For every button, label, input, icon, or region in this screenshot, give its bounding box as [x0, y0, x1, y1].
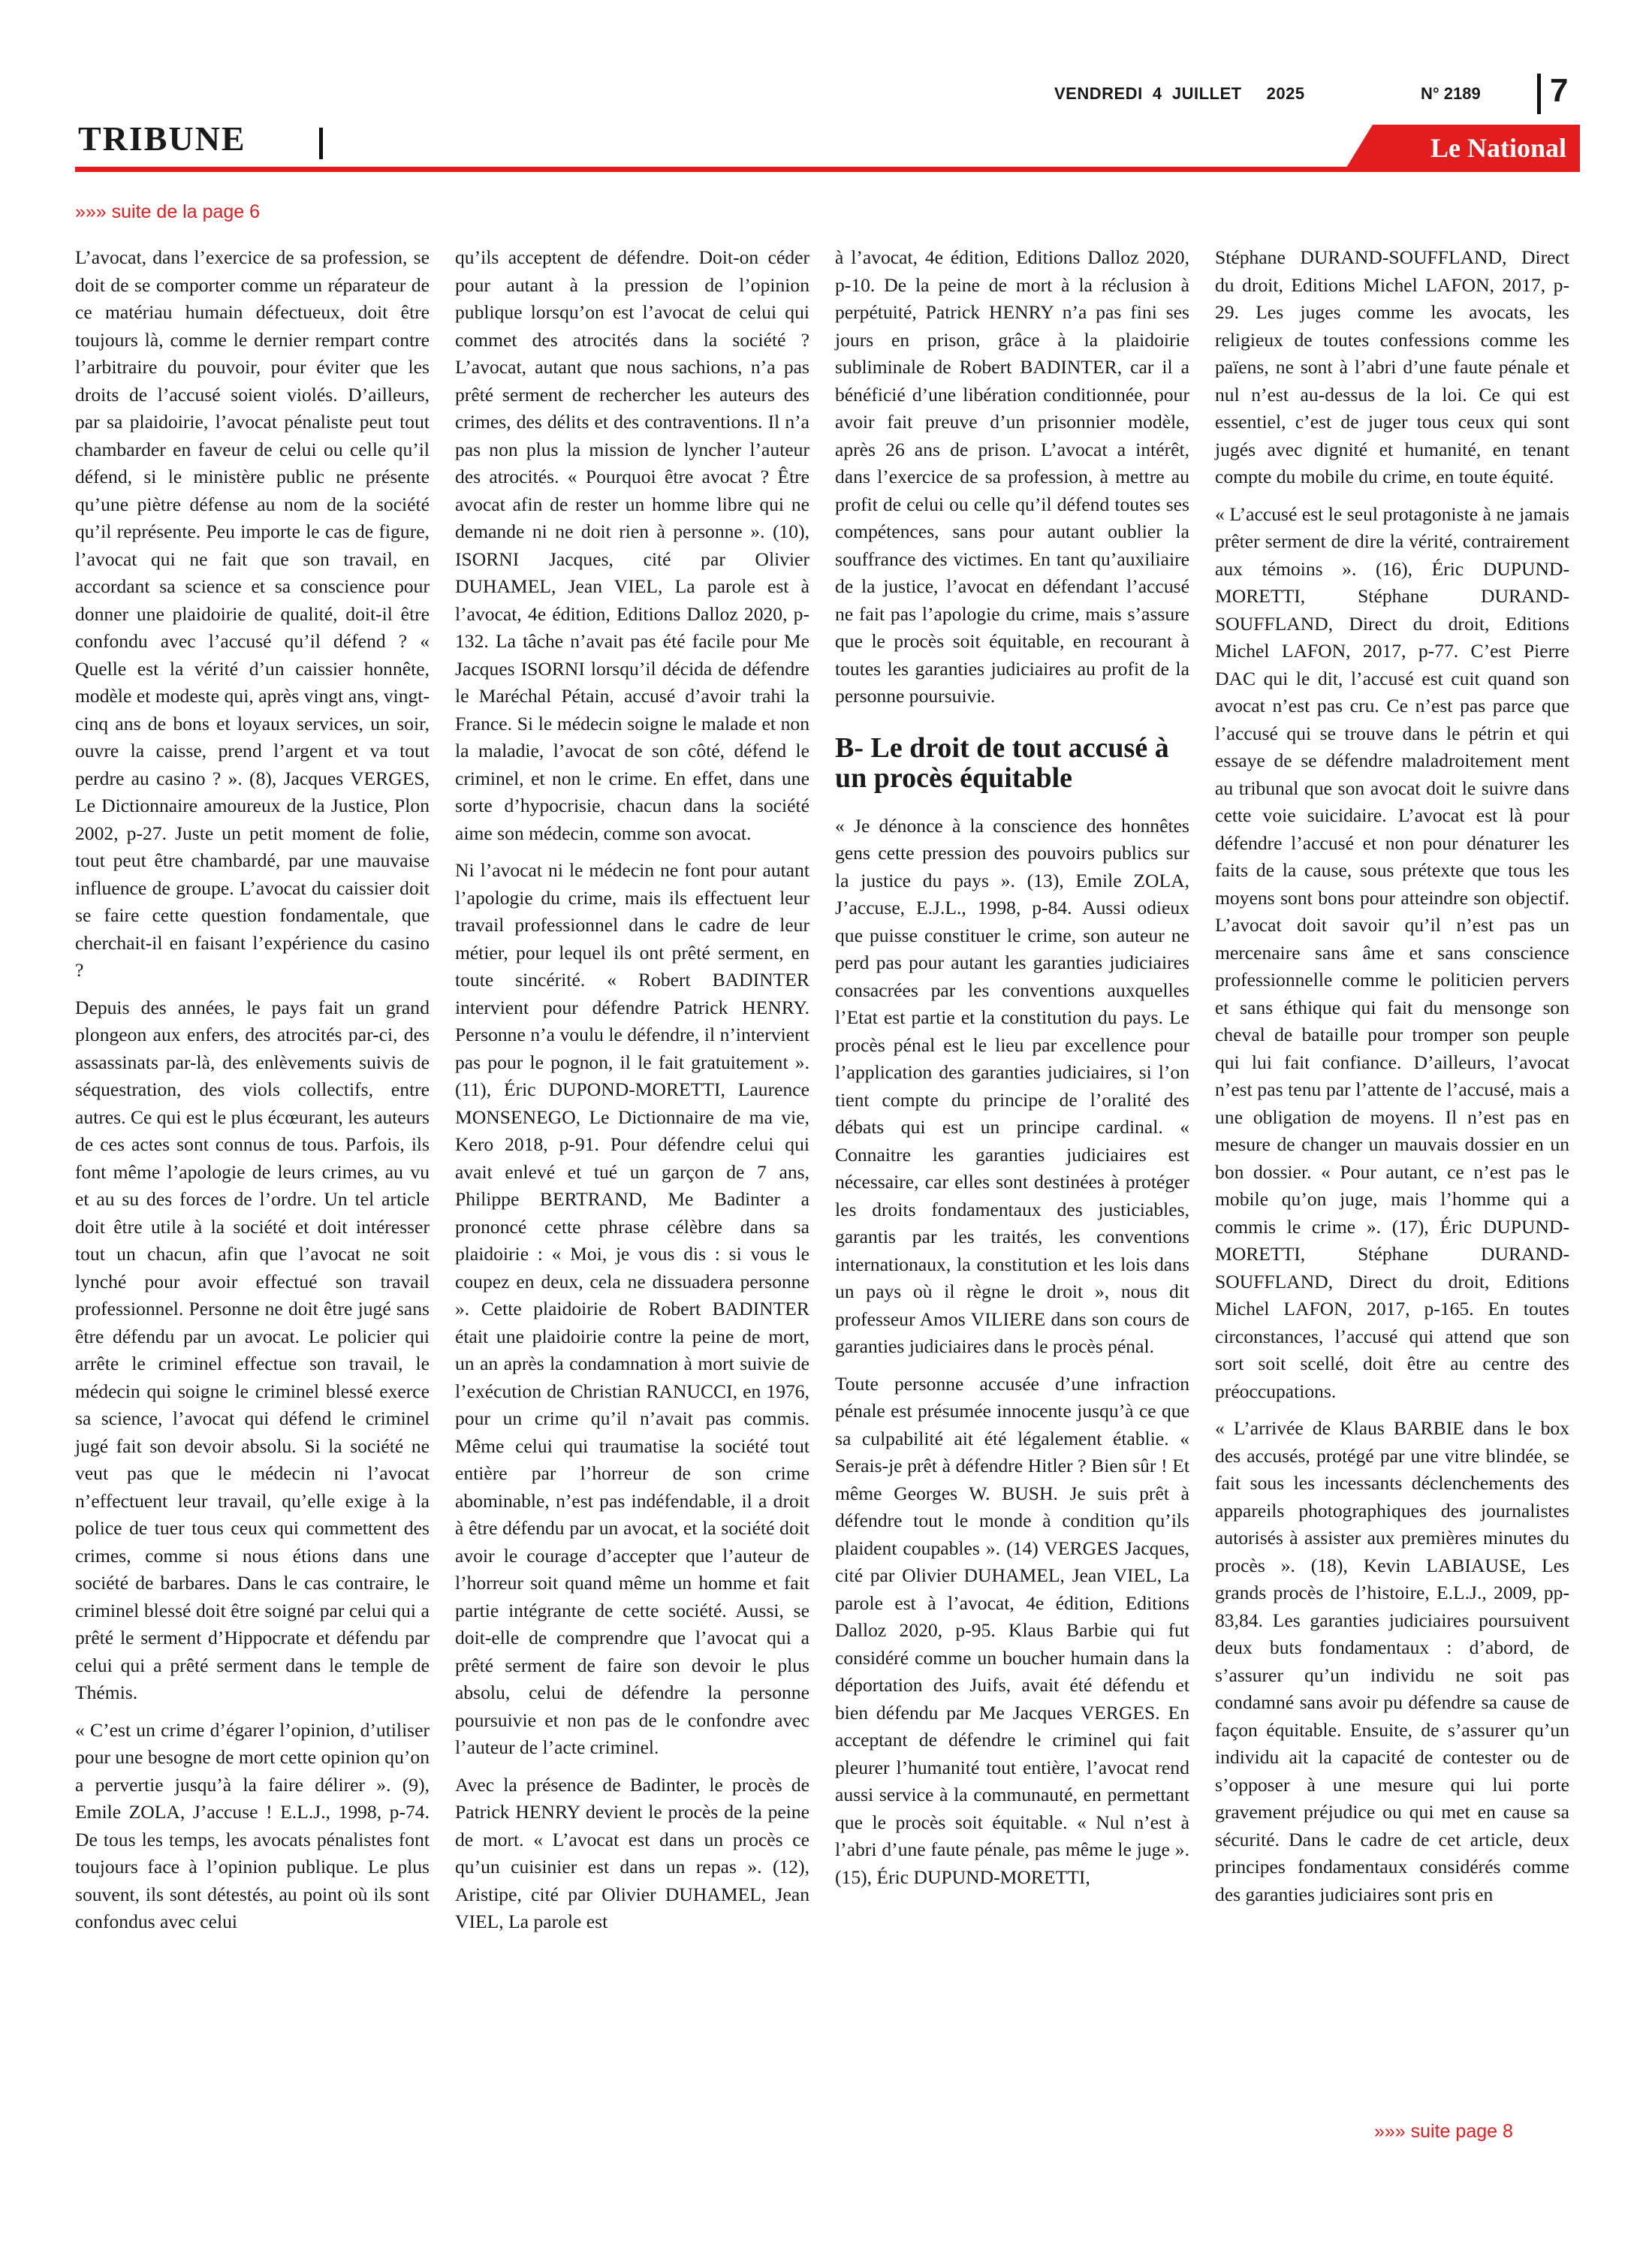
issue-number: N° 2189	[1421, 84, 1481, 103]
paragraph: Toute personne accusée d’une infraction pénale est présumée innocente jusqu’à ce que sa culpabilité ait été légalement établie. « Serais-je prêt à défendre Hitler ? Bien sûr ! Et même Georges W. BUSH. Je suis prêt à défendre tout le monde à condition qu’ils plaident coupables ». (14) VERGES Jacques, cité par Olivier DUHAMEL, Jean VIEL, La parole est à l’avocat, 4e édition, Editions Dalloz 2020, p-95. Klaus Barbie qui fut considéré comme un boucher humain dans la déportation des Juifs, avait été défendu et bien défendu par Me Jacques VERGES. En acceptant de défendre le criminel qui fait pleurer l’humanité tout entière, l’avocat rend aussi service à la communauté, en permettant que le procès soit équitable. « Nul n’est à l’abri d’une faute pénale, pas même le juge ». (15), Éric DUPUND-MORETTI,	[835, 1372, 1189, 1888]
continued-to-link[interactable]: »»» suite page 8	[1374, 2121, 1513, 2142]
paragraph: « L’arrivée de Klaus BARBIE dans le box des accusés, protégé par une vitre blindée, se fait sous les incessants déclenchements des appareils photographiques des journalistes autorisés à assister aux premières minutes du procès ». (18), Kevin LABIAUSE, Les grands procès de l’histoire, E.L.J., 2009, pp-83,84. Les garanties judiciaires poursuivent deux buts fondamentaux : d’abord, de s’assurer qu’un individu ne soit pas condamné sans avoir pu défendre sa cause de façon équitable. Ensuite, de s’assurer qu’un individu ait la capacité de contester ou de s’opposer à une mesure qui lui porte gravement préjudice ou qui met en cause sa sécurité. Dans le cadre de cet article, deux principes fondamentaux considérés comme des garanties judiciaires sont pris en	[1215, 1417, 1569, 1905]
paragraph: à l’avocat, 4e édition, Editions Dalloz 2020, p-10. De la peine de mort à la réclusion à perpétuité, Patrick HENRY n’a pas fini ses jours en prison, grâce à la plaidoirie subliminale de Robert BADINTER, car il a bénéficié d’une libération conditionnée, pour avoir fait preuve d’un prisonnier modèle, après 26 ans de prison. L’avocat a intérêt, dans l’exercice de sa profession, à mettre au profit de celui ou celle qu’il défend toutes ses compétences, sans pour autant oublier la souffrance des victimes. En tant qu’auxiliaire de la justice, l’avocat en défendant l’accusé ne fait pas l’apologie du crime, mais s’assure que le procès soit équitable, en recourant à toutes les garanties judiciaires au profit de la personne poursuivie.	[835, 246, 1189, 707]
paragraph: Stéphane DURAND-SOUFFLAND, Direct du droit, Editions Michel LAFON, 2017, p-29. Les juges comme les avocats, les religieux de toutes confessions comme les païens, ne sont à l’abri d’une faute pénale et nul n’est au-dessus de la loi. Ce qui est essentiel, c’est de juger tous ceux qui sont jugés avec dignité et humanité, en tenant compte du mobile du crime, en toute équité.	[1215, 246, 1569, 487]
paragraph: Depuis des années, le pays fait un grand plongeon aux enfers, des atrocités par-ci, des assassinats par-là, des enlèvements suivis de séquestration, des viols collectifs, entre autres. Ce qui est le plus écœurant, les auteurs de ces actes sont connus de tous. Parfois, ils font même l’apologie de leurs crimes, au vu et au su des forces de l’ordre. Un tel article doit être utile à la société et doit intéresser tout un chacun, afin que l’avocat ne soit lynché pour avoir effectué son travail professionnel. Personne ne doit être jugé sans être défendu par un avocat. Le policier qui arrête le criminel effectue son travail, le médecin qui soigne le criminel blessé exerce sa science, l’avocat qui défend le criminel jugé fait son devoir absolu. Si la société ne veut pas que le médecin ni l’avocat n’effectuent leur travail, qu’elle exige à la police de tuer tous ceux qui commettent des crimes, comme si nous étions dans une société de barbares. Dans le cas contraire, le criminel blessé doit être soigné par celui qui a prêté le serment d’Hippocrate et défendu par celui qui a prêté serment dans le temple de Thémis.	[75, 996, 430, 1703]
section-divider	[319, 128, 323, 159]
continued-from-link[interactable]: »»» suite de la page 6	[75, 201, 261, 222]
paragraph: qu’ils acceptent de défendre. Doit-on céder pour autant à la pression de l’opinion publique lorsqu’on est l’avocat de celui qui commet des atrocités dans la société ? L’avocat, autant que nous sachions, n’a pas prêté serment de rechercher les auteurs des crimes, des délits et des contraventions. Il n’a pas non plus la mission de lyncher l’auteur des atrocités. « Pourquoi être avocat ? Être avocat afin de rester un homme libre qui ne demande ni ne doit rien à personne ». (10), ISORNI Jacques, cité par Olivier DUHAMEL, Jean VIEL, La parole est à l’avocat, 4e édition, Editions Dalloz 2020, p-132. La tâche n’avait pas été facile pour Me Jacques ISORNI lorsqu’il décida de défendre le Maréchal Pétain, accusé d’avoir trahi la France. Si le médecin soigne le malade et non la maladie, l’avocat de son côté, défend le criminel, et non le crime. En effet, dans une sorte d’hypocrisie, chacun dans la société aime son médecin, comme son avocat.	[455, 246, 809, 844]
header-divider	[1537, 74, 1541, 114]
article-column-1	[75, 244, 430, 1946]
page-number: 7	[1550, 72, 1569, 109]
paragraph: « Je dénonce à la conscience des honnêtes gens cette pression des pouvoirs publics sur la justice du pays ». (13), Emile ZOLA, J’accuse, E.J.L., 1998, p-84. Aussi odieux que puisse constituer le crime, son auteur ne perd pas pour autant les garanties judiciaires consacrées par les conventions auxquelles l’Etat est partie et la constitution du pays. Le procès pénal est le lieu par excellence pour l’application des garanties judiciaires, si l’on tient compte du principe de l’oralité des débats qui est un principe cardinal. « Connaitre les garanties judiciaires est nécessaire, car elles sont destinées à protéger les droits fondamentaux des justiciables, garantis par les traités, les conventions internationaux, la constitution et les lois dans un pays où il règne le droit », nous dit professeur Amos VILIERE dans son cours de garanties judiciaires dans le procès pénal.	[835, 814, 1189, 1357]
subheading: B- Le droit de tout accusé à un procès équitable	[835, 731, 1169, 794]
paragraph: L’avocat, dans l’exercice de sa profession, se doit de se comporter comme un réparateur de ce matériau humain défectueux, doit être toujours là, comme le dernier rempart contre l’arbitraire du pouvoir, pour éviter que les droits de l’accusé soient violés. D’ailleurs, par sa plaidoirie, l’avocat pénaliste peut tout chambarder en faveur de celui ou celle qu’il défend, si le ministère public ne présente qu’une piètre défense au nom de la société qu’il représente. Peu importe le cas de figure, l’avocat qui ne fait que son travail, en accordant sa science et sa conscience pour donner une plaidoirie de qualité, doit-il être confondu avec l’accusé qu’il défend ? « Quelle est la vérité d’un caissier honnête, modèle et modeste qui, après vingt ans, vingt-cinq ans de bons et loyaux services, un soir, ouvre la caisse, prend l’argent et va tout perdre au casino ? ». (8), Jacques VERGES, Le Dictionnaire amoureux de la Justice, Plon 2002, p-27. Juste un petit moment de folie, tout peut être chambardé, par une mauvaise influence de groupe. L’avocat du caissier doit se faire cette question fondamentale, que cherchait-il en faisant l’expérience du casino ?	[75, 246, 430, 981]
paragraph: « L’accusé est le seul protagoniste à ne jamais prêter serment de dire la vérité, contrairement aux témoins ». (16), Éric DUPUND-MORETTI, Stéphane DURAND-SOUFFLAND, Direct du droit, Editions Michel LAFON, 2017, p-77. C’est Pierre DAC qui le dit, l’accusé est cuit quand son avocat n’est pas cru. Ce n’est pas parce que l’accusé qui se trouve dans le pétrin et qui essaye de se défendre maladroitement ment au tribunal que son avocat doit le suivre dans cette voie suicidaire. L’avocat est là pour défendre l’accusé et non pour dénaturer les faits de la cause, sous prétexte que tous les moyens sont bons pour atteindre son objectif. L’avocat doit savoir qu’il n’est pas un mercenaire sans âme et sans conscience professionnelle comme le politicien pervers et sans éthique qui fait du mensonge son cheval de bataille pour tromper son peuple qui lui fait confiance. D’ailleurs, l’avocat n’est pas tenu par l’attente de l’accusé, mais a une obligation de moyens. Il n’est pas en mesure de changer un mauvais dossier en un bon dossier. « Pour autant, ce n’est pas le mobile qu’on juge, mais l’homme qui a commis le crime ». (17), Éric DUPUND-MORETTI, Stéphane DURAND-SOUFFLAND, Direct du droit, Editions Michel LAFON, 2017, p-165. En toutes circonstances, l’accusé qui attend que son sort soit scellé, doit être au centre des préoccupations.	[1215, 502, 1569, 1402]
article-column-2	[455, 244, 809, 1946]
paragraph: Avec la présence de Badinter, le procès de Patrick HENRY devient le procès de la peine de mort. « L’avocat est dans un procès ce qu’un cuisinier est dans un repas ». (12), Aristipe, cité par Olivier DUHAMEL, Jean VIEL, La parole est	[455, 1773, 809, 1932]
section-title: TRIBUNE	[78, 119, 246, 158]
issue-date: VENDREDI 4 JUILLET 2025	[1054, 84, 1305, 103]
article-column-4	[1215, 244, 1569, 1918]
paragraph: Ni l’avocat ni le médecin ne font pour autant l’apologie du crime, mais ils effectuent leur travail professionnel dans le cadre de leur métier, pour lequel ils ont prêté serment, en toute sincérité. « Robert BADINTER intervient pour défendre Patrick HENRY. Personne n’a voulu le défendre, il n’intervient pas pour le pognon, il le fait gratuitement ». (11), Éric DUPOND-MORETTI, Laurence MONSENEGO, Le Dictionnaire de ma vie, Kero 2018, p-91. Pour défendre celui qui avait enlevé et tué un garçon de 7 ans, Philippe BERTRAND, Me Badinter a prononcé cette phrase célèbre dans sa plaidoirie : « Moi, je vous dis : si vous le coupez en deux, cela ne dissuadera personne ». Cette plaidoirie de Robert BADINTER était une plaidoirie contre la peine de mort, un an après la condamnation à mort suivie de l’exécution de Christian RANUCCI, en 1976, pour un crime qu’il n’avait pas commis. Même celui qui traumatise la société tout entière par l’horreur de son crime abominable, n’est pas indéfendable, il a droit à être défendu par un avocat, et la société doit avoir le courage d’accepter que l’auteur de l’horreur soit quand même un homme et fait partie intégrante de cette société. Aussi, se doit-elle de comprendre que l’avocat qui a prêté serment de faire son devoir le plus absolu, celui de défendre la personne poursuivie et non pas de le confondre avec l’auteur de l’acte criminel.	[455, 859, 809, 1758]
paragraph: « C’est un crime d’égarer l’opinion, d’utiliser pour une besogne de mort cette opinion qu’on a pervertie jusqu’à la faire délirer ». (9), Emile ZOLA, J’accuse ! E.L.J., 1998, p-74. De tous les temps, les avocats pénalistes font toujours face à l’opinion publique. Le plus souvent, ils sont détestés, au point où ils sont confondus avec celui	[75, 1718, 430, 1932]
article-column-3	[835, 244, 1189, 1901]
newspaper-name: Le National	[1430, 133, 1566, 163]
